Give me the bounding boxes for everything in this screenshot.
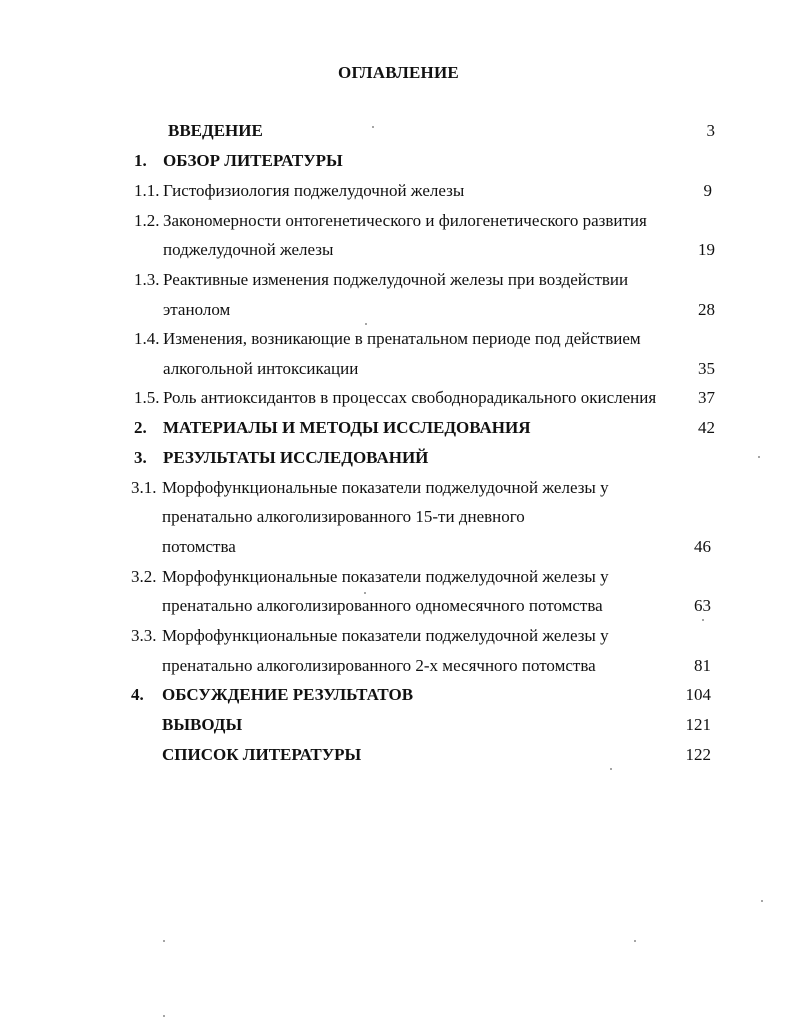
toc-entry-title: ОБЗОР ЛИТЕРАТУРЫ [163, 151, 343, 170]
toc-entry-title: МАТЕРИАЛЫ И МЕТОДЫ ИССЛЕДОВАНИЯ [163, 418, 531, 437]
scan-speck [364, 592, 366, 594]
toc-entry-page: 81 [694, 656, 711, 675]
toc-entry-1-2-cont [0, 238, 797, 262]
toc-entry-page: 37 [698, 388, 715, 407]
scan-speck [372, 126, 374, 128]
toc-entry-3-2-cont [0, 594, 797, 618]
toc-entry-page: 9 [703, 181, 712, 200]
toc-entry-3-1-cont [0, 505, 797, 529]
toc-entry-number: 1.1. [134, 181, 160, 200]
toc-entry-1-3 [0, 268, 797, 292]
toc-entry-number: 3.1. [131, 478, 157, 497]
toc-entry-title: Морфофункциональные показатели поджелудочной железы у [162, 478, 609, 497]
toc-entry-page: 63 [694, 596, 711, 615]
toc-entry-number: 4. [131, 685, 144, 704]
toc-entry-title: СПИСОК ЛИТЕРАТУРЫ [162, 745, 362, 764]
toc-entry-page: 42 [698, 418, 715, 437]
toc-entry-title: Роль антиоксидантов в процессах свободнорадикального окисления [163, 388, 657, 407]
toc-entry-3-1 [0, 476, 797, 500]
toc-entry-chapter-2 [0, 416, 797, 440]
toc-entry-page: 46 [694, 537, 711, 556]
scan-speck [634, 940, 636, 942]
toc-entry-chapter-3 [0, 446, 797, 470]
scan-speck [610, 768, 612, 770]
toc-entry-chapter-4 [0, 683, 797, 707]
toc-entry-title-continued: пренатально алкоголизированного 15-ти дневного [162, 507, 525, 526]
toc-entry-number: 1.2. [134, 211, 160, 230]
scan-speck [365, 323, 367, 325]
toc-entry-title-continued: пренатально алкоголизированного 2-х месячного потомства [162, 656, 596, 675]
toc-entry-title: Закономерности онтогенетического и филогенетического развития [163, 211, 647, 230]
toc-entry-title-continued: алкогольной интоксикации [163, 359, 359, 378]
toc-entry-1-3-cont [0, 298, 797, 322]
scan-speck [702, 619, 704, 621]
scan-speck [761, 900, 763, 902]
toc-entry-1-4-cont [0, 357, 797, 381]
toc-entry-number: 3.2. [131, 567, 157, 586]
scan-speck [163, 940, 165, 942]
toc-entry-3-2 [0, 565, 797, 589]
toc-entry-conclusions [0, 713, 797, 737]
toc-entry-title: ВВЕДЕНИЕ [168, 121, 263, 140]
toc-entry-3-3-cont [0, 654, 797, 678]
toc-entry-page: 19 [698, 240, 715, 259]
scan-speck [758, 456, 760, 458]
toc-entry-title: Морфофункциональные показатели поджелудочной железы у [162, 567, 609, 586]
toc-entry-number: 3. [134, 448, 147, 467]
toc-entry-3-1-cont2 [0, 535, 797, 559]
toc-entry-references [0, 743, 797, 767]
toc-entry-page: 104 [685, 685, 711, 704]
toc-entry-title: ОБСУЖДЕНИЕ РЕЗУЛЬТАТОВ [162, 685, 414, 704]
toc-entry-title-continued: этанолом [163, 300, 231, 319]
toc-entry-page: 121 [685, 715, 711, 734]
toc-entry-1-1 [0, 179, 797, 203]
toc-entry-1-2 [0, 209, 797, 233]
toc-entry-number: 2. [134, 418, 147, 437]
toc-entry-number: 1. [134, 151, 147, 170]
toc-entry-page: 122 [685, 745, 711, 764]
scan-speck [163, 1015, 165, 1017]
toc-entry-title: Морфофункциональные показатели поджелудочной железы у [162, 626, 609, 645]
page-title: ОГЛАВЛЕНИЕ [338, 63, 459, 82]
toc-entry-chapter-1 [0, 149, 797, 173]
toc-entry-number: 3.3. [131, 626, 157, 645]
toc-entry-page: 3 [706, 121, 715, 140]
toc-entry-1-5 [0, 386, 797, 410]
toc-entry-page: 28 [698, 300, 715, 319]
toc-entry-title: Гистофизиология поджелудочной железы [163, 181, 465, 200]
toc-entry-title: Изменения, возникающие в пренатальном периоде под действием [163, 329, 641, 348]
toc-entry-title: Реактивные изменения поджелудочной железы при воздействии [163, 270, 629, 289]
toc-entry-number: 1.4. [134, 329, 160, 348]
toc-entry-3-3 [0, 624, 797, 648]
toc-entry-title-continued: пренатально алкоголизированного одномесячного потомства [162, 596, 603, 615]
toc-entry-title-continued: потомства [162, 537, 236, 556]
toc-entry-title: РЕЗУЛЬТАТЫ ИССЛЕДОВАНИЙ [163, 448, 429, 467]
toc-entry-introduction [0, 119, 797, 143]
toc-entry-title: ВЫВОДЫ [162, 715, 243, 734]
toc-entry-1-4 [0, 327, 797, 351]
toc-entry-number: 1.5. [134, 388, 160, 407]
toc-entry-page: 35 [698, 359, 715, 378]
toc-entry-title-continued: поджелудочной железы [163, 240, 334, 259]
toc-entry-number: 1.3. [134, 270, 160, 289]
